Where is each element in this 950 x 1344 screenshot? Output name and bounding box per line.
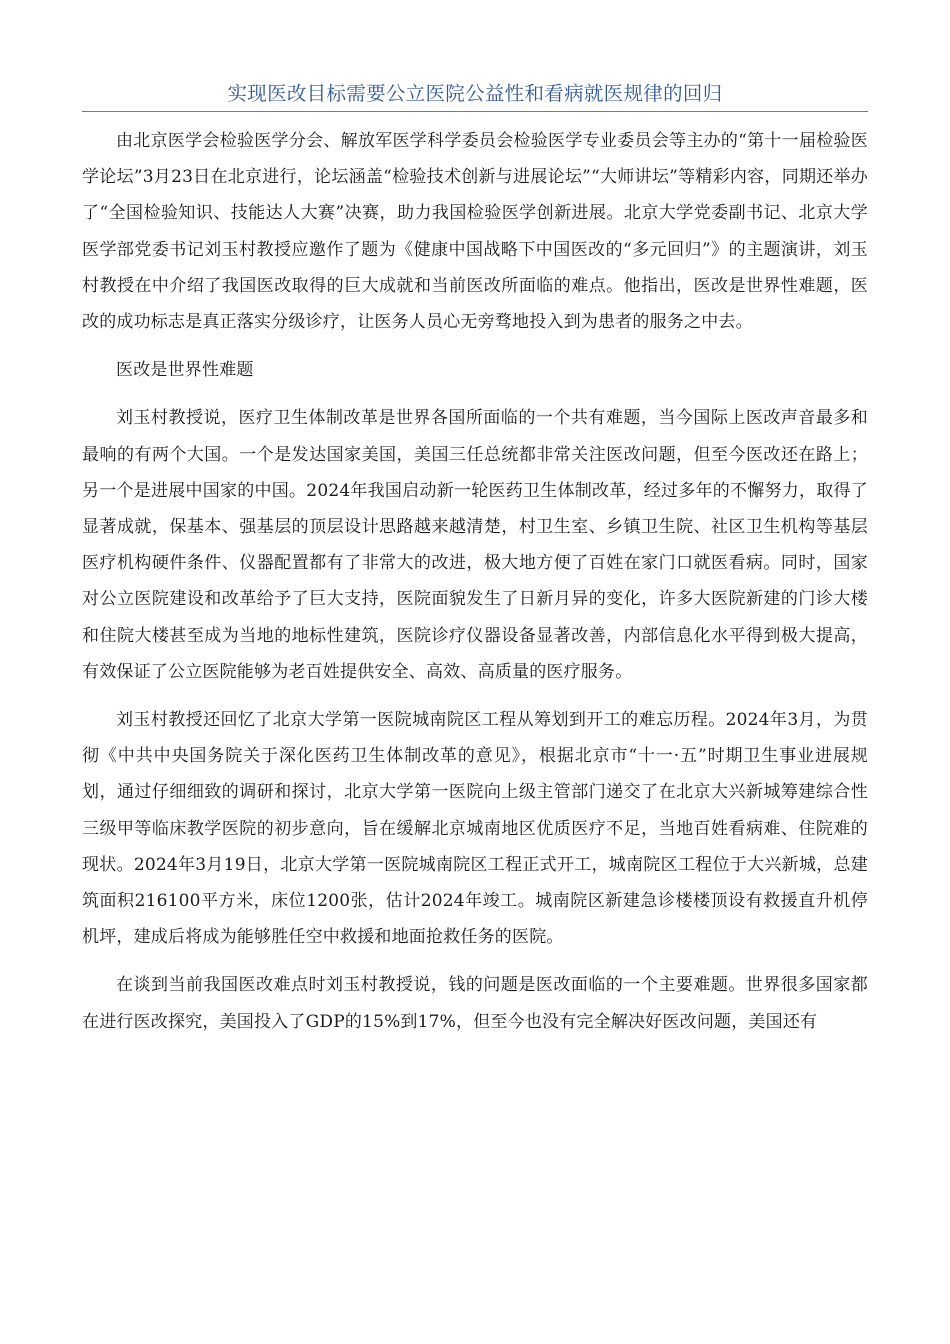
document-title: 实现医改目标需要公立医院公益性和看病就医规律的回归	[227, 82, 723, 105]
paragraph-funding-difficulty: 在谈到当前我国医改难点时刘玉村教授说，钱的问题是医改面临的一个主要难题。世界很多国家都在进行医改探究，美国投入了GDP的15%到17%，但至今也没有完全解决好医改问题，美国还有	[82, 975, 868, 1032]
title-underline-divider	[82, 111, 868, 112]
document-page	[82, 78, 868, 1040]
paragraph-intro: 由北京医学会检验医学分会、解放军医学科学委员会检验医学专业委员会等主办的“第十一届检验医学论坛”3月23日在北京进行，论坛涵盖“检验技术创新与进展论坛”“大师讲坛”等精彩内容，同期还举办了“全国检验知识、技能达人大赛”决赛，助力我国检验医学创新进展。北京大学党委副书记、北京大学医学部党委书记刘玉村教授应邀作了题为《健康中国战略下中国医改的“多元回归”》的主题演讲，刘玉村教授在中介绍了我国医改取得的巨大成就和当前医改所面临的难点。他指出，医改是世界性难题，医改的成功标志是真正落实分级诊疗，让医务人员心无旁骛地投入到为患者的服务之中去。	[82, 131, 868, 333]
paragraph-reform-overview: 刘玉村教授说，医疗卫生体制改革是世界各国所面临的一个共有难题，当今国际上医改声音最多和最响的有两个大国。一个是发达国家美国，美国三任总统都非常关注医改问题，但至今医改还在路上；另一个是进展中国家的中国。2024年我国启动新一轮医药卫生体制改革，经过多年的不懈努力，取得了显著成就，保基本、强基层的顶层设计思路越来越清楚，村卫生室、乡镇卫生院、社区卫生机构等基层医疗机构硬件条件、仪器配置都有了非常大的改进，极大地方便了百姓在家门口就医看病。同时，国家对公立医院建设和改革给予了巨大支持，医院面貌发生了日新月异的变化，许多大医院新建的门诊大楼和住院大楼甚至成为当地的地标性建筑，医院诊疗仪器设备显著改善，内部信息化水平得到极大提高，有效保证了公立医院能够为老百姓提供安全、高效、高质量的医疗服务。	[82, 408, 868, 682]
section-heading: 医改是世界性难题	[116, 360, 254, 381]
paragraph-hospital-project: 刘玉村教授还回忆了北京大学第一医院城南院区工程从筹划到开工的难忘历程。2024年3月，为贯彻《中共中央国务院关于深化医药卫生体制改革的意见》，根据北京市“十一·五”时期卫生事业进展规划，通过仔细细致的调研和探讨，北京大学第一医院向上级主管部门递交了在北京大兴新城筹建综合性三级甲等临床教学医院的初步意向，旨在缓解北京城南地区优质医疗不足，当地百姓看病难、住院难的现状。2024年3月19日，北京大学第一医院城南院区工程正式开工，城南院区工程位于大兴新城，总建筑面积216100平方米，床位1200张，估计2024年竣工。城南院区新建急诊楼楼顶设有救援直升机停机坪，建成后将成为能够胜任空中救援和地面抢救任务的医院。	[82, 710, 868, 948]
